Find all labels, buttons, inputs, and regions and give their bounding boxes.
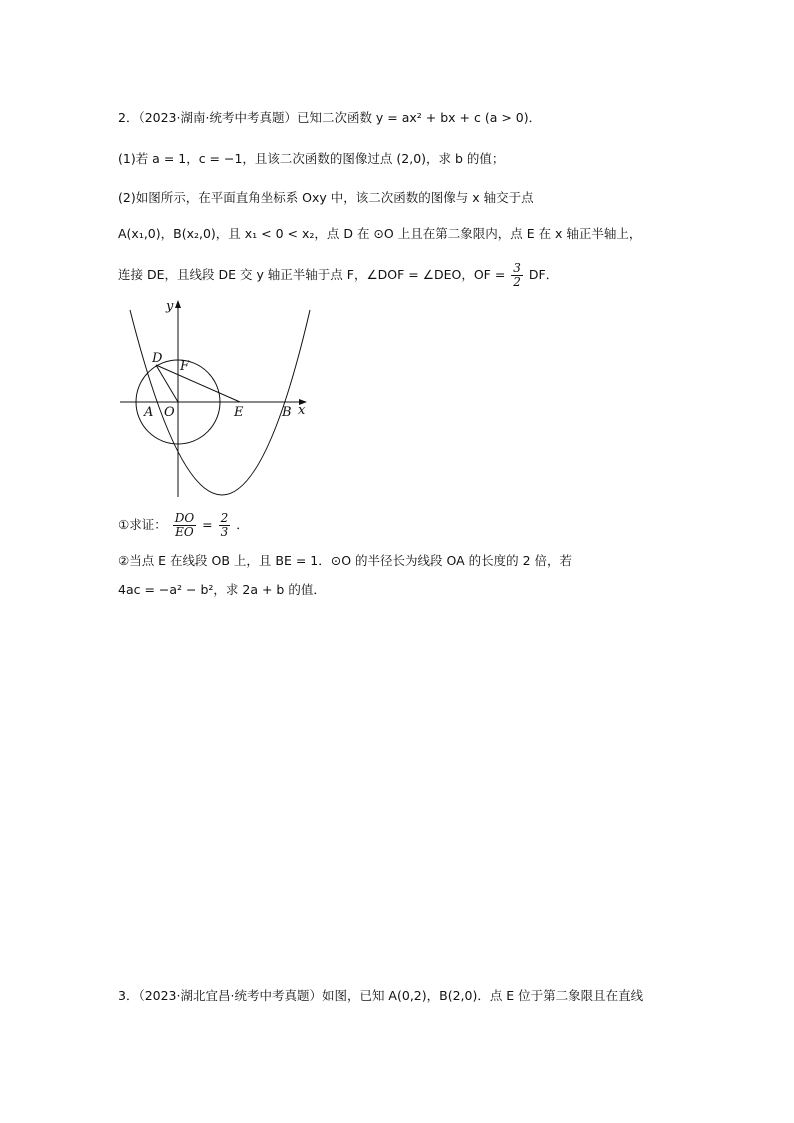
problem2-header [118, 110, 541, 126]
label-b: B [282, 405, 292, 420]
problem2-part1: (1)若 a = 1，c = −1，且该二次函数的图像过点 (2,0)，求 b 的值； [118, 151, 505, 166]
label-d: D [152, 351, 163, 366]
problem2-header-text: 2．（2023·湖南·统考中考真题）已知二次函数 y = ax² + bx + c (a > 0)． [118, 110, 542, 125]
fraction-2-3: $\frac{2}{3}$ [220, 511, 229, 539]
question-1: ①求证： $\frac{DO}{EO}$ = $\frac{2}{3}$ ． [118, 511, 249, 539]
fraction-do-eo: $\frac{DO}{EO}$ [174, 511, 195, 539]
segment-od [156, 365, 178, 402]
parabola-circle-figure [110, 292, 320, 502]
problem3-header: 3．（2023·湖北宜昌·统考中考真题）如图，已知 A(0,2)，B(2,0)．点 E 位于第二象限且在直线 [118, 988, 644, 1003]
question-2-line2: 4ac = −a² − b²，求 2a + b 的值． [118, 582, 326, 597]
problem2-part2-line3: 连接 DE，且线段 DE 交 y 轴正半轴于点 F，∠DOF = ∠DEO，OF = $\frac{3}{2}$ DF． [118, 261, 559, 289]
y-axis-arrow [175, 300, 181, 308]
label-o: O [164, 405, 175, 420]
segment-de [156, 365, 240, 402]
fraction-3-2: $\frac{3}{2}$ [513, 261, 521, 289]
problem2-part2-line2: A(x₁,0)，B(x₂,0)，且 x₁ < 0 < x₂，点 D 在 ⊙O 上且在第二象限内，点 E 在 x 轴正半轴上， [118, 226, 642, 241]
problem2-part2-line1: (2)如图所示，在平面直角坐标系 Oxy 中，该二次函数的图像与 x 轴交于点 [118, 190, 534, 205]
label-f: F [180, 359, 190, 374]
label-a: A [144, 405, 154, 420]
label-x: x [298, 403, 306, 418]
label-e: E [234, 405, 244, 420]
question-2-line1: ②当点 E 在线段 OB 上，且 BE = 1．⊙O 的半径长为线段 OA 的长度的 2 倍，若 [118, 553, 573, 568]
label-y: y [166, 299, 174, 314]
